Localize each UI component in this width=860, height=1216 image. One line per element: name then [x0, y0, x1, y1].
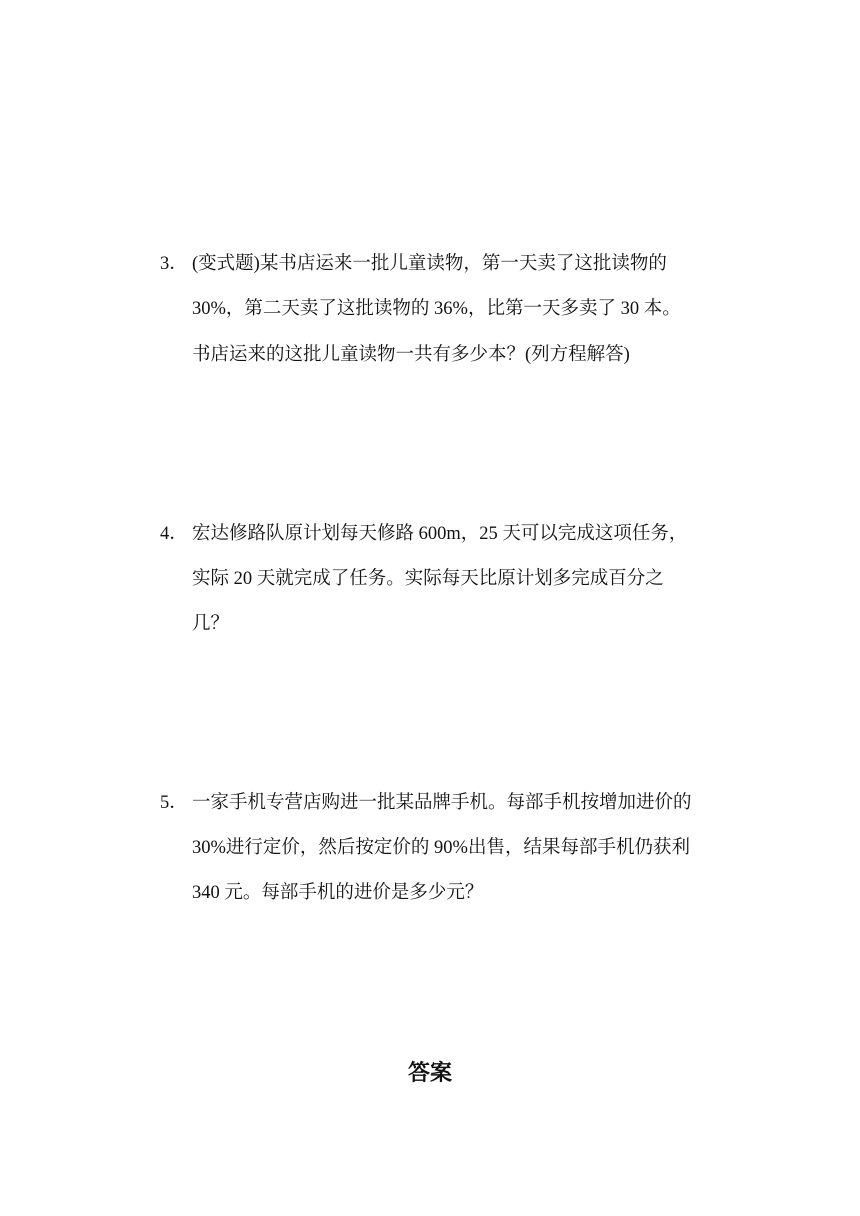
- problem-text: 宏达修路队原计划每天修路 600m，25 天可以完成这项任务，: [192, 524, 688, 544]
- problem-text: 书店运来的这批儿童读物一共有多少本？(列方程解答): [192, 345, 630, 365]
- problem-text: 几？: [192, 614, 230, 634]
- problem-number: 3．: [160, 254, 188, 274]
- problem-text: 一家手机专营店购进一批某品牌手机。每部手机按增加进价的: [192, 793, 692, 813]
- problem-text: (变式题)某书店运来一批儿童读物，第一天卖了这批读物的: [192, 254, 667, 274]
- problem-text: 30%，第二天卖了这批读物的 36%，比第一天多卖了 30 本。: [192, 299, 681, 319]
- problem-number: 5．: [160, 793, 188, 813]
- problem-text: 340 元。每部手机的进价是多少元？: [192, 883, 484, 903]
- problem-text: 实际 20 天就完成了任务。实际每天比原计划多完成百分之: [192, 569, 664, 589]
- problem-text: 30%进行定价，然后按定价的 90%出售，结果每部手机仍获利: [192, 838, 690, 858]
- problem-number: 4．: [160, 524, 188, 544]
- answer-heading: 答案: [407, 1061, 452, 1086]
